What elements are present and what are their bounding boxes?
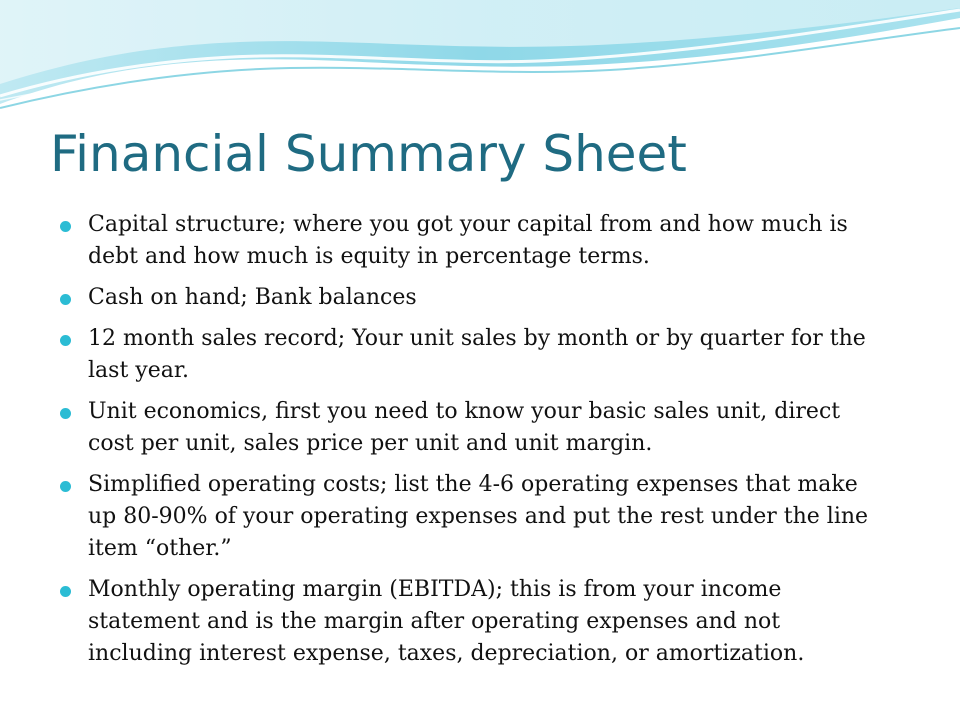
bullet-list: [56, 209, 886, 679]
bullet-text: Capital structure; where you got your capital from and how much is debt and how much is equity in percentage terms.: [88, 212, 848, 269]
bullet-dot-icon: [60, 335, 71, 346]
list-item: [56, 323, 886, 387]
list-item: [56, 396, 886, 460]
bullet-text: Simplified operating costs; list the 4-6 operating expenses that make up 80-90% of your operating expenses and put the rest under the line item “other.”: [88, 472, 869, 561]
bullet-dot-icon: [60, 481, 71, 492]
bullet-text: Monthly operating margin (EBITDA); this is from your income statement and is the margin after operating expenses and not including interest expense, taxes, depreciation, or amortization.: [88, 577, 805, 666]
page-title: Financial Summary Sheet: [50, 125, 687, 183]
list-item: [56, 469, 886, 565]
list-item: [56, 282, 886, 314]
bullet-dot-icon: [60, 294, 71, 305]
bullet-text: 12 month sales record; Your unit sales by month or by quarter for the last year.: [88, 326, 866, 383]
bullet-text: Cash on hand; Bank balances: [88, 285, 417, 310]
header-wave-decoration: [0, 0, 960, 120]
bullet-text: Unit economics, first you need to know your basic sales unit, direct cost per unit, sales price per unit and unit margin.: [88, 399, 841, 456]
bullet-dot-icon: [60, 586, 71, 597]
list-item: [56, 574, 886, 670]
bullet-dot-icon: [60, 221, 71, 232]
bullet-dot-icon: [60, 408, 71, 419]
list-item: [56, 209, 886, 273]
